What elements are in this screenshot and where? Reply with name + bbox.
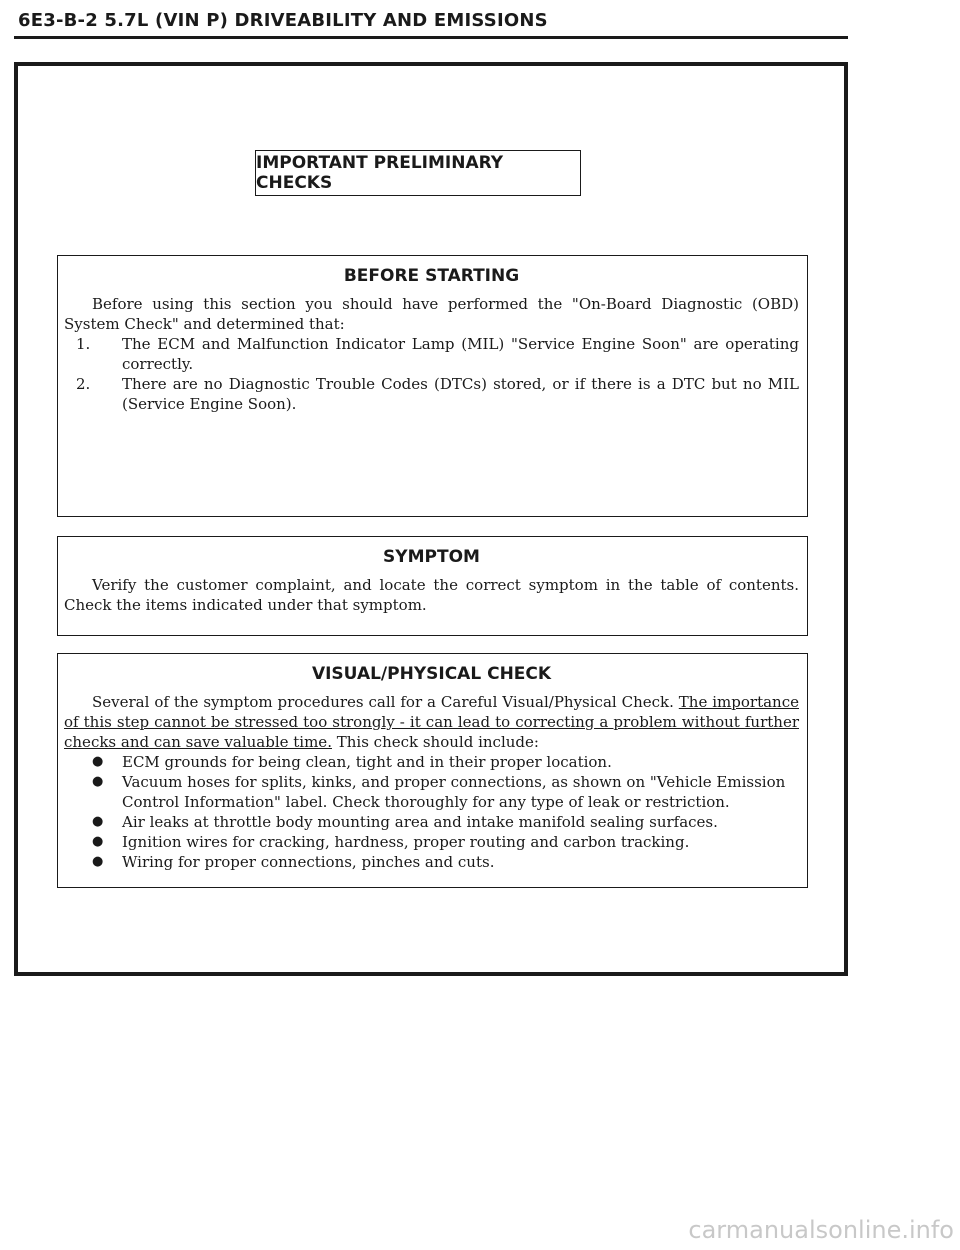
site-watermark: carmanualsonline.info bbox=[688, 1216, 954, 1244]
item-text: There are no Diagnostic Trouble Codes (DTCs) stored, or if there is a DTC but no MIL (Service Engine Soon). bbox=[122, 375, 799, 413]
section-text: Verify the customer complaint, and locate the correct symptom in the table of contents. Check the items indicated under that symptom. bbox=[64, 576, 799, 614]
page-title: IMPORTANT PRELIMINARY CHECKS bbox=[255, 150, 581, 196]
bullet-dot-icon: ● bbox=[92, 814, 104, 829]
section-heading: VISUAL/PHYSICAL CHECK bbox=[311, 664, 552, 684]
item-text: ECM grounds for being clean, tight and in their proper location. bbox=[122, 753, 612, 771]
section-heading: BEFORE STARTING bbox=[343, 266, 520, 286]
before-starting-section bbox=[57, 255, 808, 517]
intro-emphasis: The importance of this step cannot be stressed too strongly - it can lead to correcting a problem without further checks and can save valuable time. bbox=[64, 693, 799, 751]
visual-physical-check-section bbox=[57, 653, 808, 888]
intro-tail: This check should include: bbox=[331, 733, 539, 751]
list-item bbox=[64, 852, 799, 872]
section-intro: Before using this section you should have performed the "On-Board Diagnostic (OBD) System Check" and determined that: bbox=[64, 295, 799, 333]
header-rule bbox=[14, 36, 848, 39]
item-number: 1. bbox=[76, 335, 91, 353]
list-item bbox=[64, 752, 799, 772]
bullet-dot-icon: ● bbox=[92, 754, 104, 769]
bullet-dot-icon: ● bbox=[92, 774, 104, 789]
intro-plain: Several of the symptom procedures call for a Careful Visual/Physical Check. bbox=[92, 693, 679, 711]
bullet-dot-icon: ● bbox=[92, 834, 104, 849]
list-item bbox=[64, 812, 799, 832]
bullet-dot-icon: ● bbox=[92, 854, 104, 869]
numbered-list bbox=[64, 334, 799, 414]
list-item bbox=[64, 334, 799, 374]
list-item bbox=[64, 832, 799, 852]
list-item bbox=[64, 772, 799, 812]
item-text: Ignition wires for cracking, hardness, proper routing and carbon tracking. bbox=[122, 833, 690, 851]
item-text: Wiring for proper connections, pinches and cuts. bbox=[122, 853, 495, 871]
section-intro bbox=[64, 692, 799, 752]
item-text: The ECM and Malfunction Indicator Lamp (MIL) "Service Engine Soon" are operating correctly. bbox=[122, 335, 799, 373]
symptom-section bbox=[57, 536, 808, 636]
section-heading: SYMPTOM bbox=[383, 547, 480, 567]
bullet-list bbox=[64, 752, 799, 872]
page-header-title: 6E3-B-2 5.7L (VIN P) DRIVEABILITY AND EMISSIONS bbox=[18, 10, 548, 31]
list-item bbox=[64, 374, 799, 414]
item-text: Air leaks at throttle body mounting area and intake manifold sealing surfaces. bbox=[122, 813, 718, 831]
item-text: Vacuum hoses for splits, kinks, and proper connections, as shown on "Vehicle Emission Control Information" label. Check thoroughly for any type of leak or restriction. bbox=[122, 773, 786, 811]
item-number: 2. bbox=[76, 375, 91, 393]
